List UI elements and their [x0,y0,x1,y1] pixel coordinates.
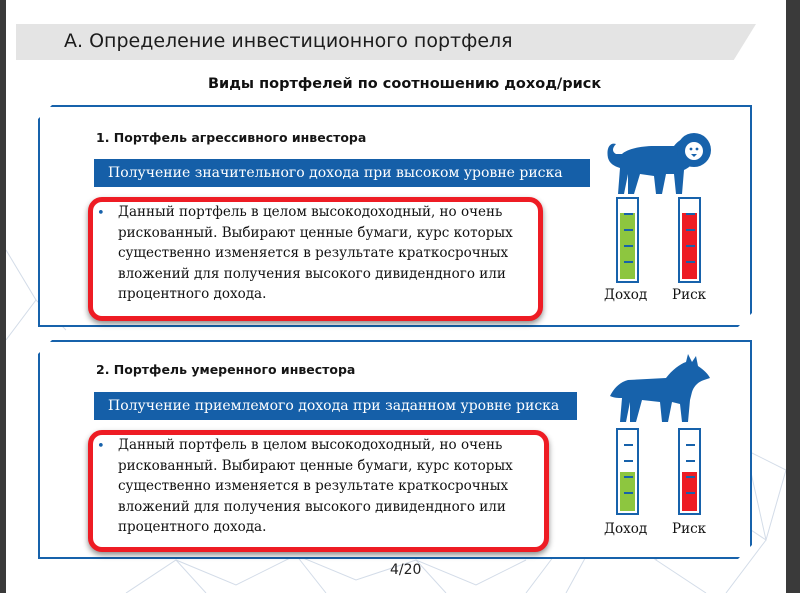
gauge-tick [624,492,633,494]
income-label: Доход [604,521,648,537]
page-number: 4/20 [390,562,422,578]
gauge-tick [624,476,633,478]
bullet-text: Данный портфель в целом высокодоходный, но очень рискованный. Выбирают ценные бумаги, курс которых существенно изменяется в результате краткосрочных вложений для получения высокого дивидендного или процентного дохода. [118,204,513,302]
gauge-tick [624,229,633,231]
highlighted-bullet [88,197,543,321]
bullet-icon: • [97,439,105,454]
page-title: А. Определение инвестиционного портфеля [64,30,513,52]
risk-label: Риск [672,287,707,303]
card-band: Получение приемлемого дохода при заданном уровне риска [94,392,577,420]
gauge-tick [624,213,633,215]
bullet-text: Данный портфель в целом высокодоходный, но очень рискованный. Выбирают ценные бумаги, курс которых существенно изменяется в результате краткосрочных вложений для получения высокого дивидендного или процентного дохода. [118,437,513,535]
lion-icon [604,118,716,196]
income-gauge [616,197,639,283]
income-label: Доход [604,287,648,303]
wolf-icon [608,352,712,424]
card-band: Получение значительного дохода при высоком уровне риска [94,159,590,187]
gauge-tick [686,229,695,231]
gauge-tick [686,261,695,263]
highlighted-bullet [88,430,549,552]
slide-page [6,0,786,593]
gauge-tick [686,245,695,247]
card-heading: 2. Портфель умеренного инвестора [96,362,356,377]
gauge-tick [624,261,633,263]
gauge-tick [686,476,695,478]
risk-label: Риск [672,521,707,537]
gauge-tick [686,460,695,462]
gauge-tick [686,213,695,215]
gauge-tick [624,444,633,446]
gauge-tick [624,460,633,462]
income-gauge [616,428,639,515]
risk-gauge [678,428,701,515]
risk-gauge [678,197,701,283]
section-subtitle: Виды портфелей по соотношению доход/риск [208,76,602,92]
gauge-tick [686,444,695,446]
bullet-icon: • [97,206,105,221]
card-heading: 1. Портфель агрессивного инвестора [96,130,367,145]
gauge-tick [686,492,695,494]
gauge-tick [624,245,633,247]
